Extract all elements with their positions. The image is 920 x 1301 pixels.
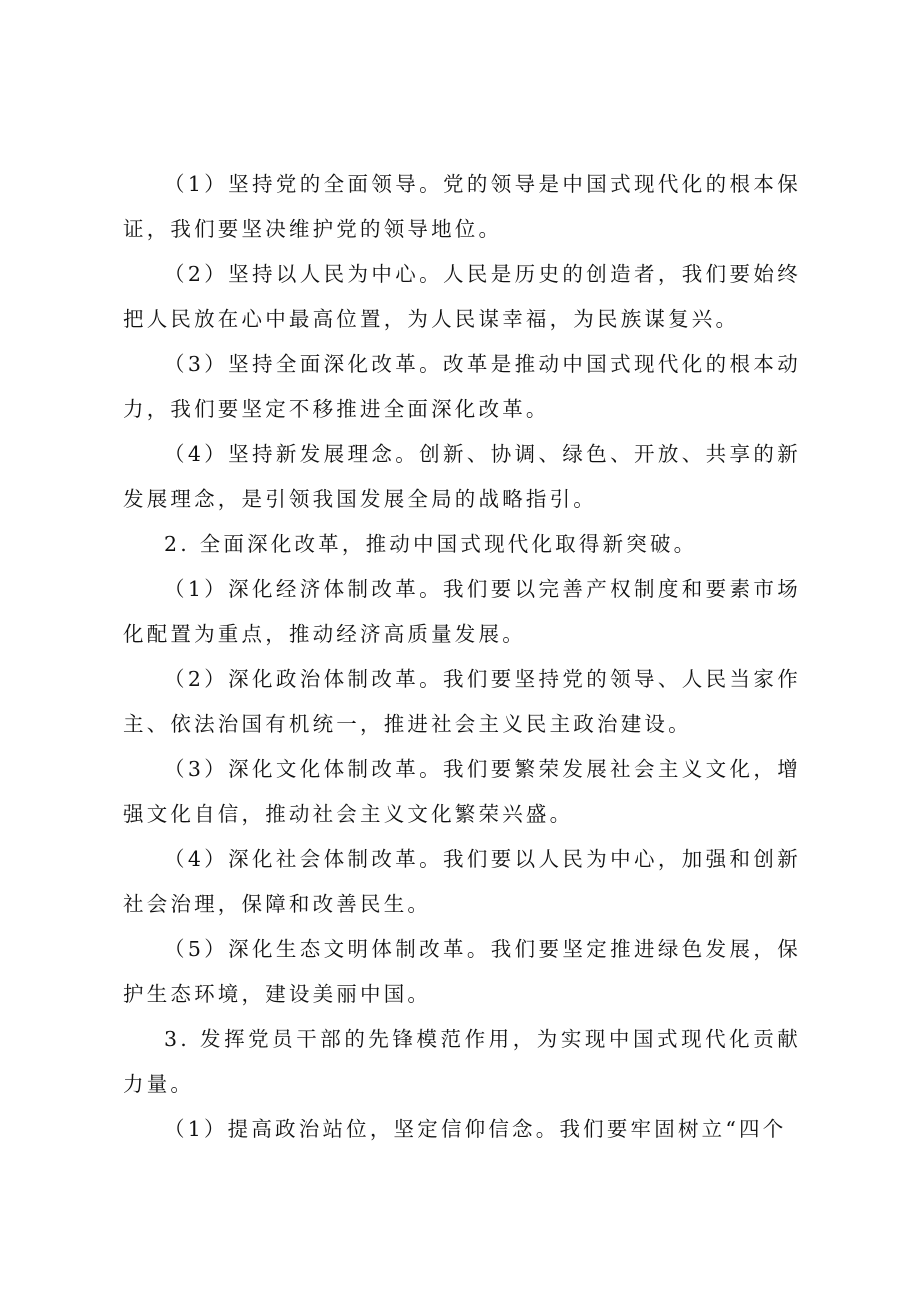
paragraph-6: （2）深化政治体制改革。我们要坚持党的领导、人民当家作主、依法治国有机统一，推进社会主义民主政治建设。	[123, 667, 801, 736]
paragraph-8: （4）深化社会体制改革。我们要以人民为中心，加强和创新社会治理，保障和改善民生。	[123, 847, 801, 916]
document-body	[123, 162, 801, 1152]
paragraph-9: （5）深化生态文明体制改革。我们要坚定推进绿色发展，保护生态环境，建设美丽中国。	[123, 937, 801, 1006]
paragraph-7: （3）深化文化体制改革。我们要繁荣发展社会主义文化，增强文化自信，推动社会主义文化繁荣兴盛。	[123, 757, 801, 826]
paragraph-3: （3）坚持全面深化改革。改革是推动中国式现代化的根本动力，我们要坚定不移推进全面深化改革。	[123, 352, 801, 421]
section-heading-2: 2. 全面深化改革，推动中国式现代化取得新突破。	[164, 532, 698, 556]
paragraph-2: （2）坚持以人民为中心。人民是历史的创造者，我们要始终把人民放在心中最高位置，为人民谋幸福，为民族谋复兴。	[123, 262, 801, 331]
section-heading-3: 3. 发挥党员干部的先锋模范作用，为实现中国式现代化贡献力量。	[123, 1027, 801, 1096]
paragraph-10: （1）提高政治站位，坚定信仰信念。我们要牢固树立“四个	[164, 1117, 787, 1141]
paragraph-5: （1）深化经济体制改革。我们要以完善产权制度和要素市场化配置为重点，推动经济高质量发展。	[123, 577, 801, 646]
paragraph-1: （1）坚持党的全面领导。党的领导是中国式现代化的根本保证，我们要坚决维护党的领导地位。	[123, 172, 801, 241]
paragraph-4: （4）坚持新发展理念。创新、协调、绿色、开放、共享的新发展理念，是引领我国发展全局的战略指引。	[123, 442, 801, 511]
